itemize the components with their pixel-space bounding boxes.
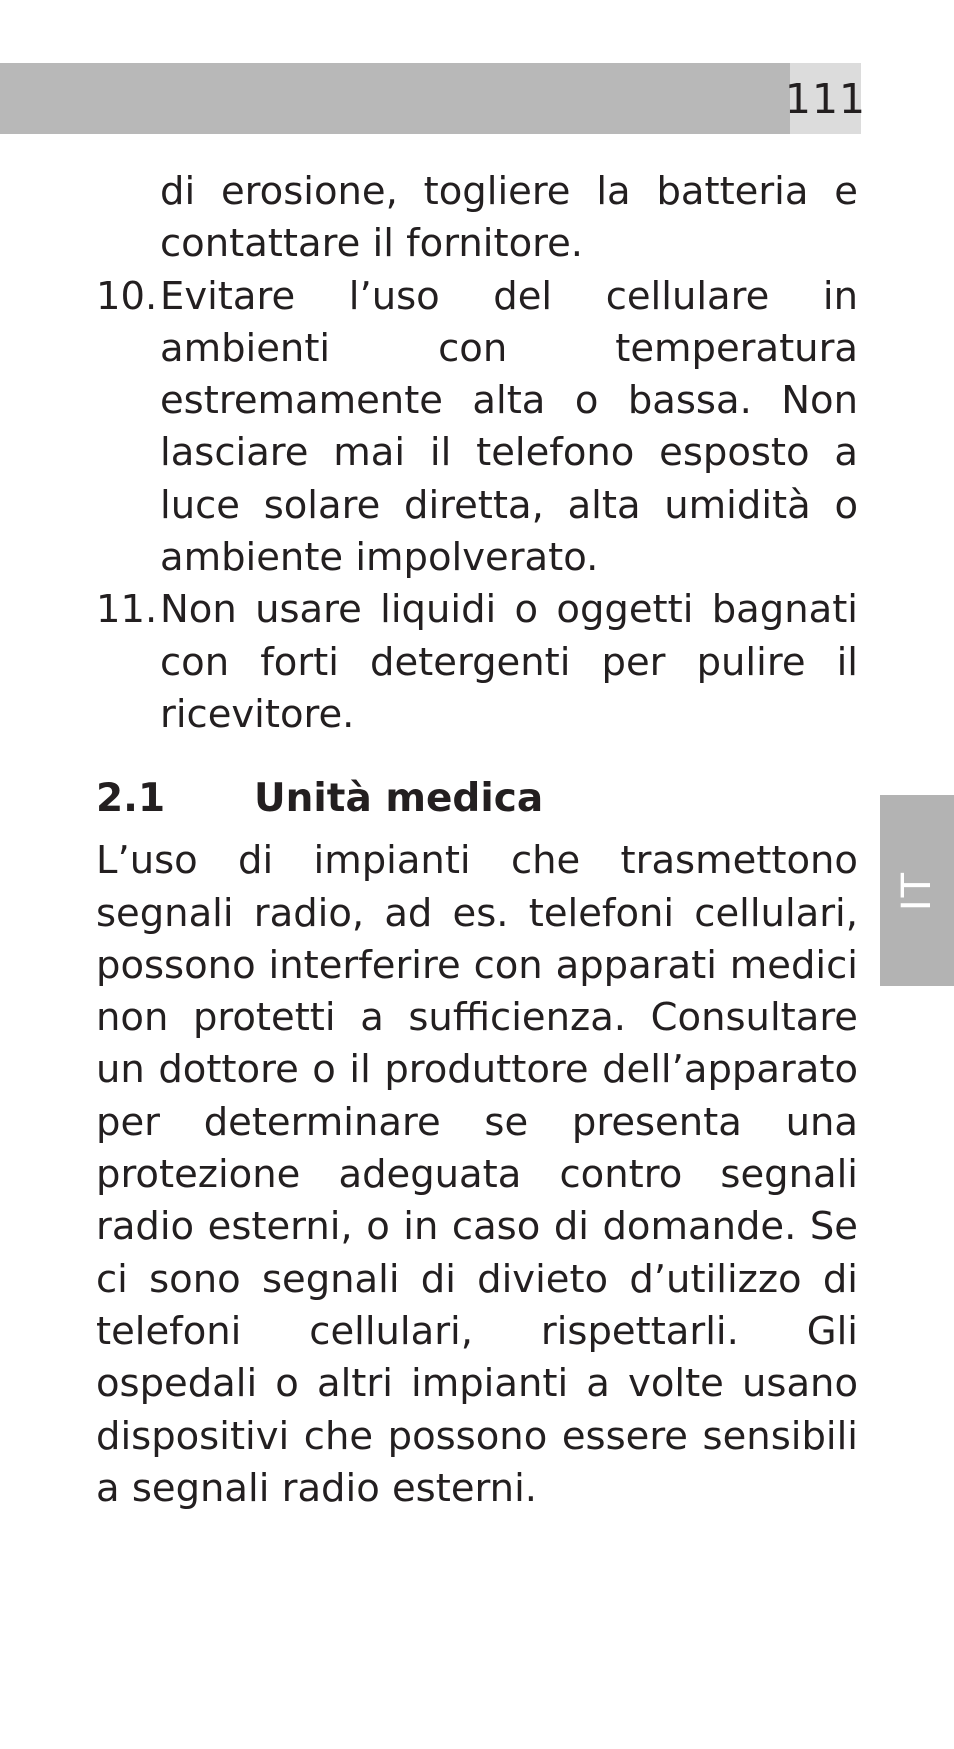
- language-tab-label: IT: [893, 870, 940, 911]
- page-number-box: [784, 63, 867, 134]
- section-number: 2.1: [96, 776, 166, 822]
- page-number: 111: [784, 74, 867, 123]
- list-item-number: 10.: [96, 273, 158, 319]
- page-content: [96, 166, 858, 1515]
- continued-item-text: di erosione, togliere la batteria e contattare il fornitore.: [160, 169, 858, 267]
- section-body-paragraph: L’uso di impianti che trasmettono segnali radio, ad es. telefoni cellulari, possono interferire con apparati medici non protetti a sufficienza. Consultare un dottore o il produttore dell’apparato per determinare se presenta una protezione adeguata contro segnali radio esterni, o in caso di domande. Se ci sono segnali di divieto d’utilizzo di telefoni cellulari, rispettarli. Gli ospedali o altri impianti a volte usano dispositivi che possono essere sensibili a segnali radio esterni.: [96, 838, 858, 1511]
- continued-list-item: [96, 166, 858, 271]
- list-item-10: [96, 271, 858, 585]
- list-item-text: Evitare l’uso del cellulare in ambienti con temperatura estremamente alta o bassa. Non lasciare mai il telefono esposto a luce solare diretta, alta umidità o ambiente impolverato.: [160, 273, 858, 581]
- section-title: Unità medica: [254, 776, 544, 822]
- header-bar: [0, 63, 790, 134]
- section-heading: [96, 773, 858, 825]
- list-item-text: Non usare liquidi o oggetti bagnati con forti detergenti per pulire il ricevitore.: [160, 587, 858, 737]
- list-item-11: [96, 584, 858, 741]
- language-tab: [880, 795, 954, 986]
- list-item-number: 11.: [96, 587, 158, 633]
